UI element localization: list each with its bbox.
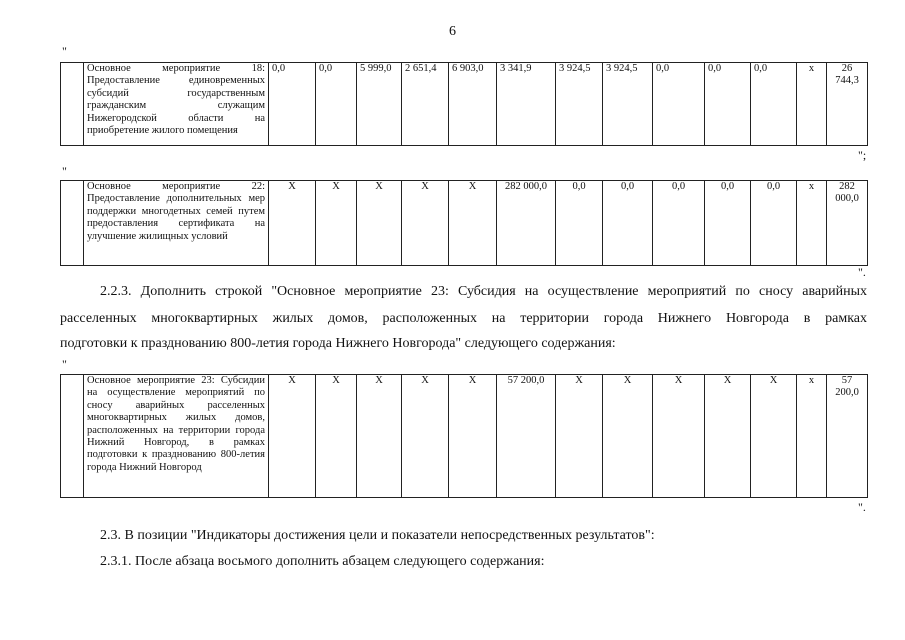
quote-close: "; bbox=[858, 148, 867, 162]
value-cell: x bbox=[797, 181, 827, 266]
value-cell: 3 924,5 bbox=[556, 63, 603, 146]
value-cell: X bbox=[357, 181, 402, 266]
paragraph-2-2-3-line-2: расселенных многоквартирных жилых домов, расположенных на территории города Нижнего Новгорода в рамках bbox=[60, 311, 867, 326]
value-cell: 6 903,0 bbox=[449, 63, 497, 146]
value-cell: 2 651,4 bbox=[402, 63, 449, 146]
value-cell: X bbox=[751, 375, 797, 498]
paragraph-2-3: 2.3. В позиции "Индикаторы достижения цели и показатели непосредственных результатов": bbox=[100, 528, 655, 543]
value-cell: 282 000,0 bbox=[497, 181, 556, 266]
value-cell: X bbox=[269, 181, 316, 266]
value-cell: X bbox=[449, 375, 497, 498]
value-cell: 0,0 bbox=[705, 181, 751, 266]
quote-close: ". bbox=[858, 500, 866, 514]
value-cell: 0,0 bbox=[316, 63, 357, 146]
total-cell: 26 744,3 bbox=[827, 63, 868, 146]
page-number: 6 bbox=[449, 24, 456, 39]
activity-description: Основное мероприятие 18: Предоставление единовременных субсидий государственным гражданским служащим Нижегородской области на приобретение жилого помещения bbox=[84, 63, 269, 146]
value-cell: X bbox=[316, 181, 357, 266]
quote-close: ". bbox=[858, 265, 866, 279]
value-cell: X bbox=[402, 181, 449, 266]
program-table-row-23 bbox=[60, 374, 868, 498]
value-cell: 0,0 bbox=[705, 63, 751, 146]
value-cell: 0,0 bbox=[269, 63, 316, 146]
value-cell: X bbox=[402, 375, 449, 498]
paragraph-2-3-1: 2.3.1. После абзаца восьмого дополнить абзацем следующего содержания: bbox=[100, 554, 545, 569]
empty-cell bbox=[61, 181, 84, 266]
value-cell: X bbox=[705, 375, 751, 498]
paragraph-2-2-3-line-1: 2.2.3. Дополнить строкой "Основное мероприятие 23: Субсидия на осуществление мероприятий по сносу аварийных bbox=[100, 284, 867, 299]
value-cell: 0,0 bbox=[653, 63, 705, 146]
value-cell: X bbox=[556, 375, 603, 498]
value-cell: 0,0 bbox=[751, 63, 797, 146]
empty-cell bbox=[61, 375, 84, 498]
total-cell: 57 200,0 bbox=[827, 375, 868, 498]
empty-cell bbox=[61, 63, 84, 146]
value-cell: x bbox=[797, 63, 827, 146]
quote-open: " bbox=[62, 44, 67, 58]
value-cell: 3 924,5 bbox=[603, 63, 653, 146]
quote-open: " bbox=[62, 357, 67, 371]
program-table-row-18 bbox=[60, 62, 868, 146]
value-cell: X bbox=[603, 375, 653, 498]
value-cell: X bbox=[653, 375, 705, 498]
value-cell: 57 200,0 bbox=[497, 375, 556, 498]
value-cell: 0,0 bbox=[751, 181, 797, 266]
activity-description: Основное мероприятие 23: Субсидии на осуществление мероприятий по сносу аварийных расселенных многоквартирных жилых домов, расположенных на территории города Нижний Новгород, в рамках подготовки к празднованию 800-летия города Нижний Новгород bbox=[84, 375, 269, 498]
value-cell: X bbox=[269, 375, 316, 498]
quote-open: " bbox=[62, 164, 67, 178]
value-cell: 0,0 bbox=[556, 181, 603, 266]
activity-description: Основное мероприятие 22: Предоставление дополнительных мер поддержки многодетных семей путем предоставления сертификата на улучшение жилищных условий bbox=[84, 181, 269, 266]
program-table-row-22 bbox=[60, 180, 868, 266]
value-cell: X bbox=[357, 375, 402, 498]
value-cell: 0,0 bbox=[653, 181, 705, 266]
value-cell: 0,0 bbox=[603, 181, 653, 266]
value-cell: 5 999,0 bbox=[357, 63, 402, 146]
value-cell: X bbox=[316, 375, 357, 498]
value-cell: X bbox=[449, 181, 497, 266]
total-cell: 282 000,0 bbox=[827, 181, 868, 266]
paragraph-2-2-3-line-3: подготовки к празднованию 800-летия города Нижнего Новгорода" следующего содержания: bbox=[60, 336, 616, 351]
value-cell: 3 341,9 bbox=[497, 63, 556, 146]
value-cell: x bbox=[797, 375, 827, 498]
